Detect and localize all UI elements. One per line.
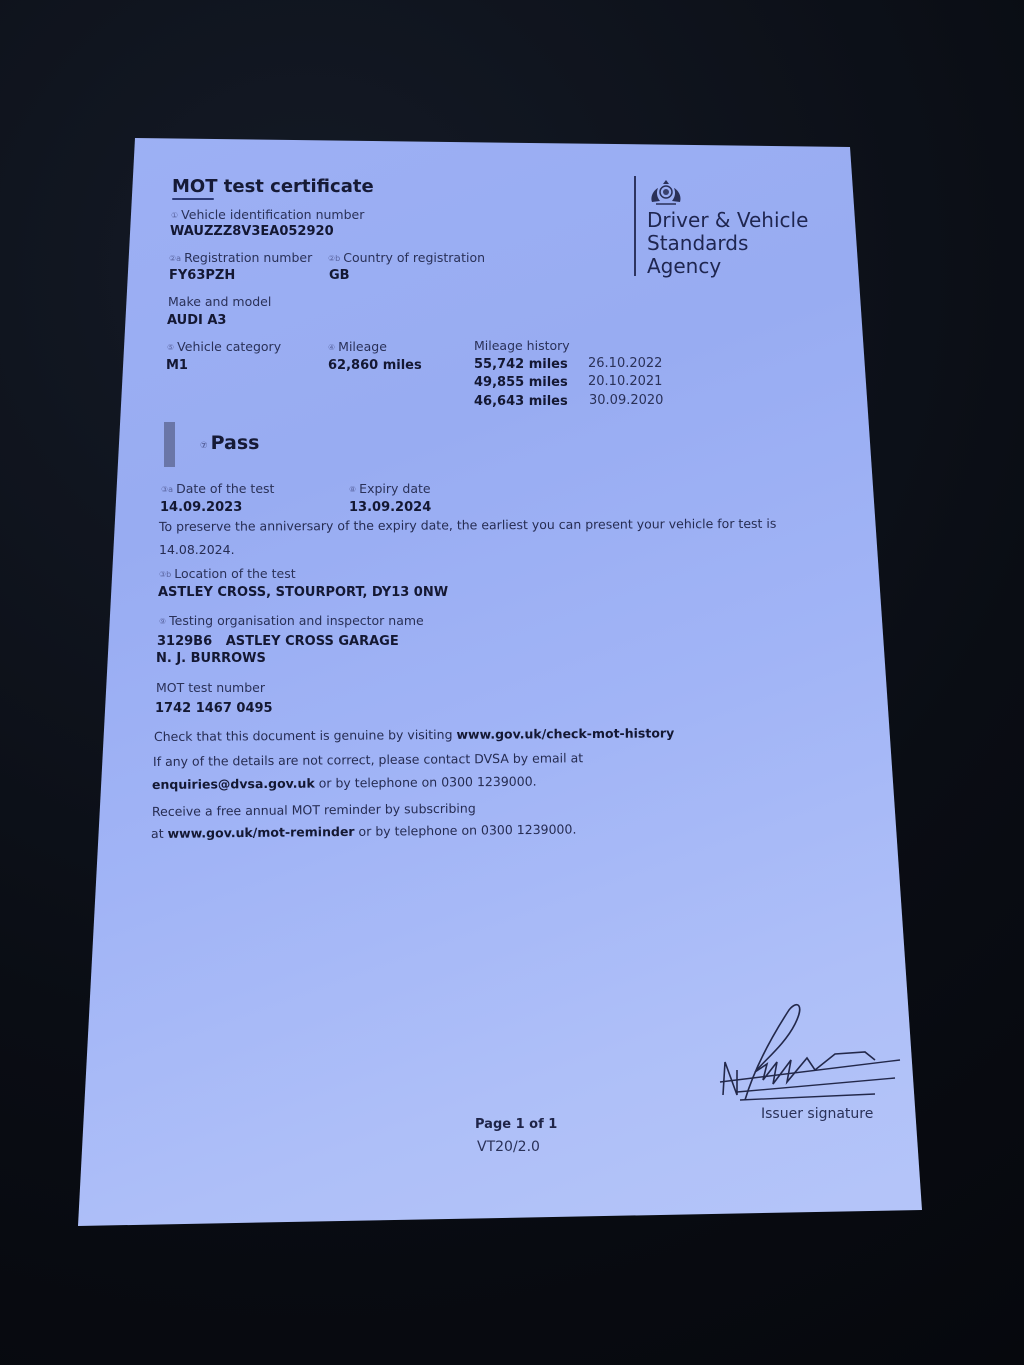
contact-text: If any of the details are not correct, please contact DVSA by email at	[152, 750, 584, 769]
agency-name-line3: Agency	[647, 254, 722, 278]
mileage-label: ④ Mileage	[328, 339, 387, 354]
mileage-value: 62,860 miles	[328, 358, 422, 373]
field-index-icon: ①	[171, 211, 179, 220]
vehicle-category-label: ⑤ Vehicle category	[167, 339, 282, 354]
agency-divider	[634, 176, 636, 276]
test-date-label: ③a Date of the test	[161, 481, 275, 496]
issuer-signature-label: Issuer signature	[761, 1106, 874, 1122]
field-index-icon: ⑦	[200, 441, 208, 451]
field-index-icon: ③a	[161, 485, 174, 494]
field-index-icon: ②b	[328, 254, 341, 263]
registration-label: ②a Registration number	[169, 250, 313, 265]
title-underline	[172, 198, 214, 200]
agency-name-line1: Driver & Vehicle	[647, 208, 809, 232]
country-label: ②b Country of registration	[328, 250, 486, 265]
vehicle-category-value: M1	[166, 358, 188, 373]
mileage-history-date: 30.09.2020	[589, 393, 664, 408]
location-value: ASTLEY CROSS, STOURPORT, DY13 0NW	[158, 585, 449, 600]
field-index-icon: ⑨	[159, 617, 167, 626]
testing-organisation: 3129B6 ASTLEY CROSS GARAGE	[157, 634, 399, 649]
document-title: MOT test certificate	[172, 176, 374, 197]
vin-label: ① Vehicle identification number	[171, 207, 365, 222]
field-index-icon: ④	[328, 343, 336, 352]
location-label: ③b Location of the test	[159, 566, 296, 581]
field-index-icon: ⑧	[349, 485, 357, 494]
test-number-value: 1742 1467 0495	[155, 701, 273, 716]
mileage-history-date: 20.10.2021	[588, 374, 663, 389]
country-value: GB	[329, 268, 350, 283]
mileage-history-miles: 49,855 miles	[474, 375, 568, 390]
field-index-icon: ⑤	[167, 343, 175, 352]
tester-label: ⑨ Testing organisation and inspector name	[159, 613, 424, 628]
make-model-label: Make and model	[168, 294, 272, 309]
expiry-date-label: ⑧ Expiry date	[349, 481, 431, 496]
reminder-details: at www.gov.uk/mot-reminder or by telephone on 0300 1239000.	[150, 821, 577, 841]
inspector-name: N. J. BURROWS	[156, 651, 266, 666]
mileage-history-date: 26.10.2022	[588, 356, 663, 371]
royal-coat-of-arms-icon	[646, 176, 686, 206]
vin-value: WAUZZZ8V3EA052920	[170, 224, 334, 239]
mileage-history-miles: 46,643 miles	[474, 394, 568, 409]
result-indicator-bar	[164, 422, 175, 467]
mileage-history-label: Mileage history	[474, 338, 570, 353]
page-indicator: Page 1 of 1	[475, 1117, 558, 1132]
make-model-value: AUDI A3	[167, 313, 227, 328]
form-code: VT20/2.0	[477, 1139, 540, 1155]
anniversary-note-date: 14.08.2024.	[159, 542, 235, 557]
genuine-check-text: Check that this document is genuine by visiting www.gov.uk/check-mot-history	[153, 725, 675, 744]
mot-reminder-link[interactable]: www.gov.uk/mot-reminder	[167, 823, 355, 841]
anniversary-note: To preserve the anniversary of the expiry date, the earliest you can present your vehicle for test is	[158, 515, 777, 534]
test-result: ⑦ Pass	[200, 432, 260, 454]
agency-name-line2: Standards	[647, 231, 749, 255]
field-index-icon: ③b	[159, 570, 172, 579]
reminder-text: Receive a free annual MOT reminder by subscribing	[151, 800, 476, 819]
test-date-value: 14.09.2023	[160, 500, 243, 515]
check-mot-history-link[interactable]: www.gov.uk/check-mot-history	[456, 725, 675, 742]
contact-details: enquiries@dvsa.gov.uk or by telephone on 0300 1239000.	[151, 773, 537, 792]
test-number-label: MOT test number	[156, 680, 265, 695]
issuer-signature-icon	[715, 1000, 910, 1105]
registration-value: FY63PZH	[169, 268, 236, 283]
expiry-date-value: 13.09.2024	[349, 500, 432, 515]
dvsa-email-link[interactable]: enquiries@dvsa.gov.uk	[151, 775, 315, 792]
field-index-icon: ②a	[169, 254, 182, 263]
mileage-history-miles: 55,742 miles	[474, 357, 568, 372]
